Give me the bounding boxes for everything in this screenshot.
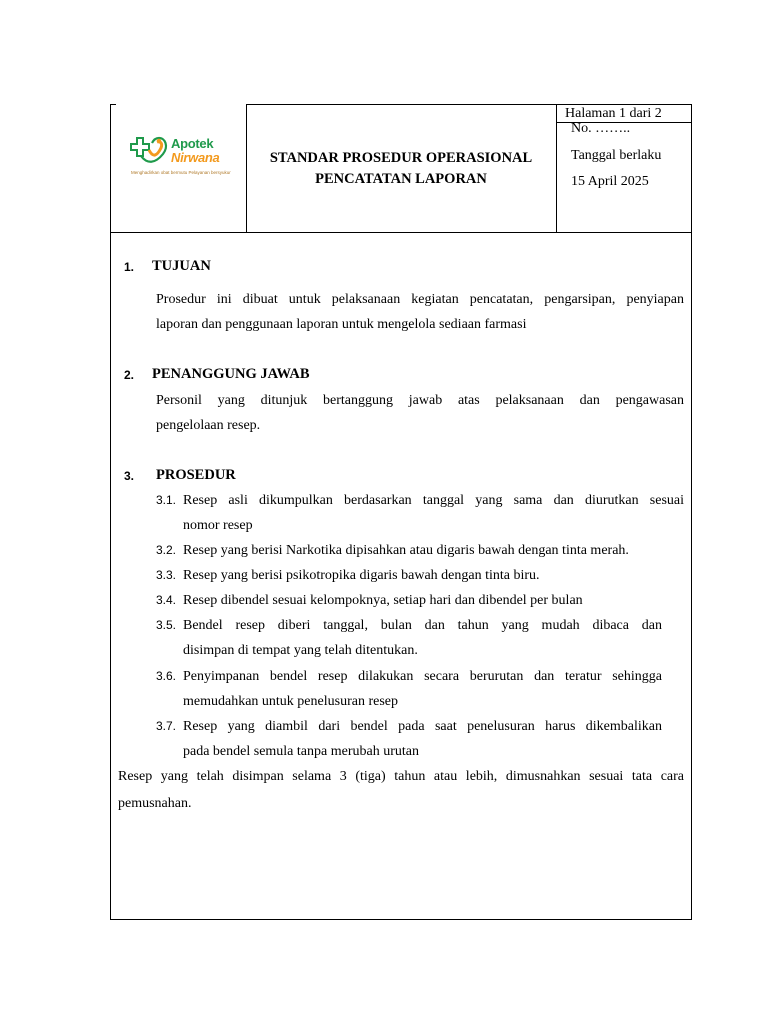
document-info [557,104,691,232]
logo-heart-cross-icon [125,134,169,168]
page-indicator: Halaman 1 dari 2 [557,104,691,123]
closing-paragraph [118,763,684,817]
section-number: 3. [124,469,135,483]
step-text [183,538,684,563]
logo-tagline: Menghadirkan obat bermutu Pelayanan bersyukur [131,170,231,175]
step-line: memudahkan untuk penelusuran resep [183,694,398,709]
step-line: Resep yang berisi Narkotika dipisahkan atau digaris bawah dengan tinta merah. [183,543,629,558]
logo-name-line2: Nirwana [171,150,220,165]
step-text [183,664,662,714]
step-line: Bendel resep diberi tanggal, bulan dan tahun yang mudah dibaca dan [183,618,662,633]
paragraph-line: pengelolaan resep. [156,418,261,433]
step-text [183,488,684,538]
paragraph-line: Personil yang ditunjuk bertanggung jawab atas pelaksanaan dan pengawasan [156,393,684,408]
section-body-penanggung-jawab [156,388,684,438]
apotek-nirwana-logo [125,134,235,184]
step-number: 3.1. [156,493,177,507]
valid-date-label: Tanggal berlaku [571,148,662,163]
step-text [183,563,684,588]
document-header [111,104,691,233]
step-number: 3.2. [156,543,177,557]
step-line: nomor resep [183,518,253,533]
section-body-tujuan [156,287,684,337]
step-text [183,613,662,663]
step-line: Resep yang berisi psikotropika digaris bawah dengan tinta biru. [183,568,540,583]
step-text [183,714,662,764]
paragraph-line: Prosedur ini dibuat untuk pelaksanaan kegiatan pencatatan, pengarsipan, penyiapan [156,292,684,307]
step-number: 3.4. [156,593,177,607]
step-number: 3.3. [156,568,177,582]
step-text [183,588,684,613]
step-line: Resep dibendel sesuai kelompoknya, setiap hari dan dibendel per bulan [183,593,583,608]
section-title-penanggung-jawab: PENANGGUNG JAWAB [152,366,310,382]
step-line: Resep yang diambil dari bendel pada saat penelusuran harus dikembalikan [183,719,662,734]
section-number: 2. [124,368,135,382]
title-line-2: PENCATATAN LAPORAN [315,170,487,187]
logo-name-line1: Apotek [171,136,214,151]
document-title [246,104,557,232]
section-title-prosedur: PROSEDUR [156,467,236,483]
section-title-tujuan: TUJUAN [152,258,211,274]
section-number: 1. [124,260,135,274]
step-line: Resep asli dikumpulkan berdasarkan tanggal yang sama dan diurutkan sesuai [183,493,684,508]
step-line: disimpan di tempat yang telah ditentukan. [183,643,418,658]
step-number: 3.6. [156,669,177,683]
step-number: 3.7. [156,719,177,733]
paragraph-line: pemusnahan. [118,796,192,811]
valid-date: 15 April 2025 [571,174,649,189]
paragraph-line: laporan dan penggunaan laporan untuk mengelola sediaan farmasi [156,317,527,332]
step-line: pada bendel semula tanpa merubah urutan [183,744,419,759]
step-number: 3.5. [156,618,177,632]
paragraph-line: Resep yang telah disimpan selama 3 (tiga) tahun atau lebih, dimusnahkan sesuai tata cara [118,769,684,784]
document-number: No. …….. [571,121,631,136]
step-line: Penyimpanan bendel resep dilakukan secara berurutan dan teratur sehingga [183,669,662,684]
logo-cell [111,104,247,232]
title-line-1: STANDAR PROSEDUR OPERASIONAL [269,149,533,166]
